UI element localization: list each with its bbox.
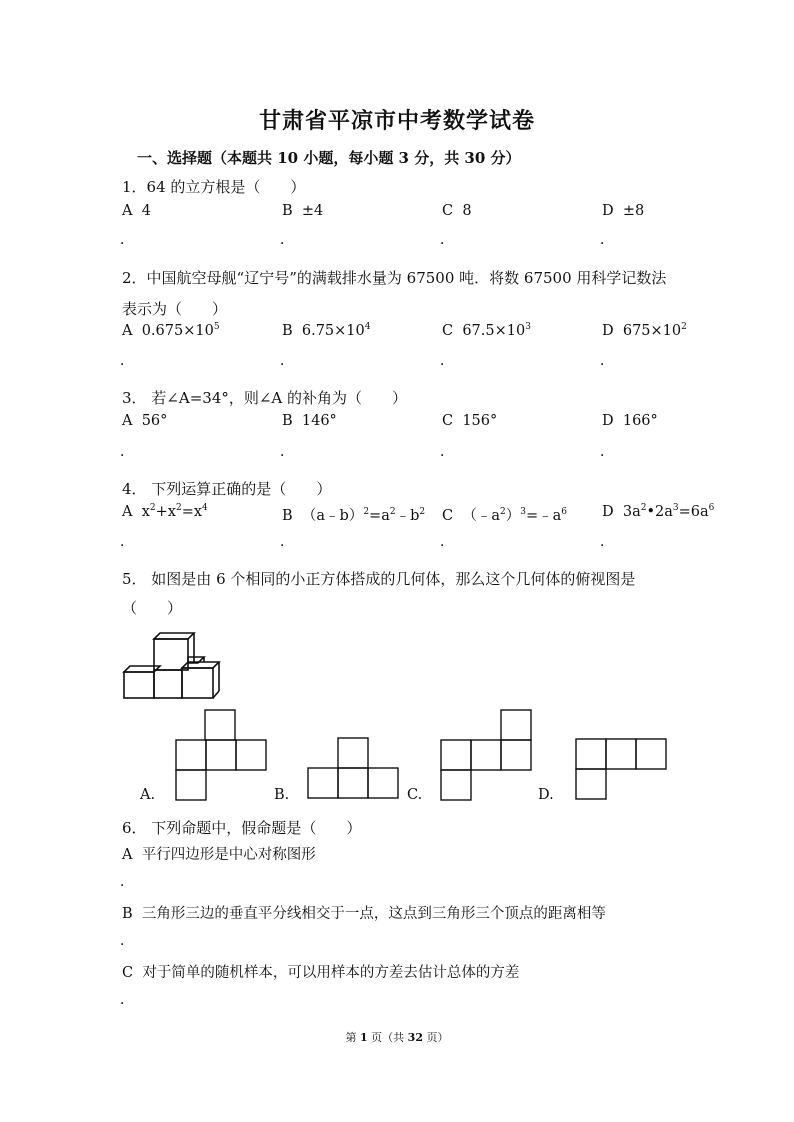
option-dot: ． (120, 992, 134, 1008)
expr-sup: 2 (499, 507, 506, 517)
page-title: 甘肃省平凉市中考数学试卷 (258, 108, 535, 134)
question-2-stem-line2: 表示为（ ） (122, 300, 228, 318)
question-5-stem-line1: 5． 如图是由 6 个相同的小正方体搭成的几何体，那么这个几何体的俯视图是 (122, 570, 636, 588)
option-exponent: 2 (681, 322, 687, 332)
question-5-stem-line2: （ ） (122, 599, 183, 617)
option-exponent: 5 (213, 322, 220, 332)
option-dot: ． (280, 534, 294, 550)
footer-page-number: 1 (360, 1031, 368, 1044)
option-dot: ． (120, 933, 134, 949)
q1-option-d (602, 203, 644, 219)
option-text: 56° (141, 413, 168, 429)
expr-part: x (141, 504, 150, 520)
option-text: 166° (622, 413, 658, 429)
expr-part: +x (155, 504, 176, 520)
expr-sup: 4 (202, 503, 208, 513)
footer-post: 页） (422, 1031, 449, 1044)
option-text: 156° (462, 413, 498, 429)
option-text: 平行四边形是中心对称图形 (141, 847, 316, 863)
footer-total-pages: 32 (407, 1031, 423, 1044)
option-dot: ． (280, 444, 294, 460)
expr-sup: 2 (419, 507, 426, 517)
q4-option-c (442, 504, 567, 525)
option-dot: ． (600, 353, 614, 369)
q3-option-a (122, 413, 167, 429)
expr-sup: 3 (672, 503, 679, 513)
question-2-stem-line1: 2．中国航空母舰“辽宁号”的满载排水量为 67500 吨．将数 67500 用科学记数法 (122, 269, 667, 287)
option-letter: D (602, 413, 614, 429)
option-text: 4 (141, 203, 151, 219)
expr-sup: 2 (640, 503, 647, 513)
q3-option-d (602, 413, 658, 429)
figure-label-b: B. (274, 787, 290, 803)
option-letter: A (122, 203, 133, 219)
option-dot: ． (120, 874, 134, 890)
expr-part: =6a (678, 504, 709, 520)
expr-sup: 2 (363, 507, 370, 517)
footer-pre: 第 (345, 1031, 361, 1044)
option-dot: ． (440, 353, 454, 369)
option-letter: C (442, 323, 454, 339)
question-6-stem: 6． 下列命题中，假命题是（ ） (122, 819, 362, 837)
expr-sup: 6 (561, 507, 567, 517)
option-letter: A (122, 847, 133, 863)
option-text: 对于简单的随机样本，可以用样本的方差去估计总体的方差 (142, 965, 520, 981)
option-dot: ． (120, 534, 134, 550)
option-letter: B (282, 508, 293, 524)
option-base: 0.675×10 (141, 323, 214, 339)
option-dot: ． (440, 534, 454, 550)
option-exponent: 4 (364, 322, 371, 332)
option-letter: A (122, 504, 133, 520)
q2-option-c (442, 323, 531, 339)
option-letter: D (602, 323, 614, 339)
option-dot: ． (440, 232, 454, 248)
page-footer (0, 1029, 794, 1045)
option-dot: ． (600, 232, 614, 248)
option-dot: ． (440, 444, 454, 460)
option-text: ±4 (301, 203, 324, 219)
expr-part: ﹣b (395, 508, 420, 524)
footer-mid: 页（共 (367, 1031, 408, 1044)
option-letter: A (122, 323, 133, 339)
option-letter: B (122, 906, 133, 922)
expr-sup: 6 (708, 503, 715, 513)
expr-part: （a﹣b） (301, 508, 364, 524)
option-letter: B (282, 413, 293, 429)
q6-option-c (122, 961, 519, 982)
option-exponent: 3 (525, 322, 531, 332)
question-1-stem: 1．64 的立方根是（ ） (122, 178, 306, 196)
q2-option-d (602, 323, 687, 339)
figure-label-c: C. (407, 787, 423, 803)
option-letter: C (122, 965, 134, 981)
q4-option-a (122, 504, 208, 520)
expr-sup: 2 (389, 507, 396, 517)
expr-part: =x (181, 504, 203, 520)
option-dot: ． (120, 232, 134, 248)
option-d-figure (574, 737, 670, 803)
expr-sup: 2 (149, 503, 156, 513)
expr-part: •2a (646, 504, 673, 520)
option-text: 三角形三边的垂直平分线相交于一点，这点到三角形三个顶点的距离相等 (141, 906, 606, 922)
option-text: 146° (301, 413, 337, 429)
section-heading: 一、选择题（本题共 10 小题，每小题 3 分，共 30 分） (137, 149, 521, 167)
option-letter: D (602, 203, 614, 219)
option-base: 675×10 (622, 323, 682, 339)
cube-stack-figure (118, 625, 228, 705)
figure-label-a: A. (140, 787, 156, 803)
option-dot: ． (120, 353, 134, 369)
q6-option-a (122, 843, 316, 864)
option-letter: D (602, 504, 614, 520)
q1-option-c (442, 203, 472, 219)
q3-option-b (282, 413, 337, 429)
question-3-stem: 3． 若∠A=34°，则∠A 的补角为（ ） (122, 389, 408, 407)
expr-part: =a (369, 508, 390, 524)
option-text: 8 (462, 203, 472, 219)
option-c-figure (439, 707, 533, 803)
expr-sup: 3 (520, 507, 526, 517)
q4-option-b (282, 504, 425, 525)
expr-part: （﹣a (462, 508, 500, 524)
option-dot: ． (600, 444, 614, 460)
option-letter: B (282, 203, 293, 219)
q1-option-a (122, 203, 151, 219)
option-dot: ． (600, 534, 614, 550)
option-letter: C (442, 508, 454, 524)
option-letter: A (122, 413, 133, 429)
q2-option-b (282, 323, 371, 339)
q2-option-a (122, 323, 220, 339)
option-text: ±8 (622, 203, 645, 219)
q4-option-d (602, 504, 714, 520)
q1-option-b (282, 203, 323, 219)
option-dot: ． (120, 444, 134, 460)
option-base: 6.75×10 (301, 323, 365, 339)
option-letter: C (442, 413, 454, 429)
option-letter: B (282, 323, 293, 339)
q6-option-b (122, 902, 606, 923)
option-letter: C (442, 203, 454, 219)
expr-part: =﹣a (525, 508, 562, 524)
expr-part: ） (505, 508, 521, 524)
q3-option-c (442, 413, 497, 429)
expr-sup: 2 (175, 503, 182, 513)
expr-part: 3a (622, 504, 641, 520)
option-base: 67.5×10 (462, 323, 526, 339)
option-a-figure (174, 707, 268, 803)
option-b-figure (306, 736, 400, 802)
figure-label-d: D. (538, 787, 554, 803)
question-4-stem: 4． 下列运算正确的是（ ） (122, 480, 332, 498)
option-dot: ． (280, 232, 294, 248)
option-dot: ． (280, 353, 294, 369)
